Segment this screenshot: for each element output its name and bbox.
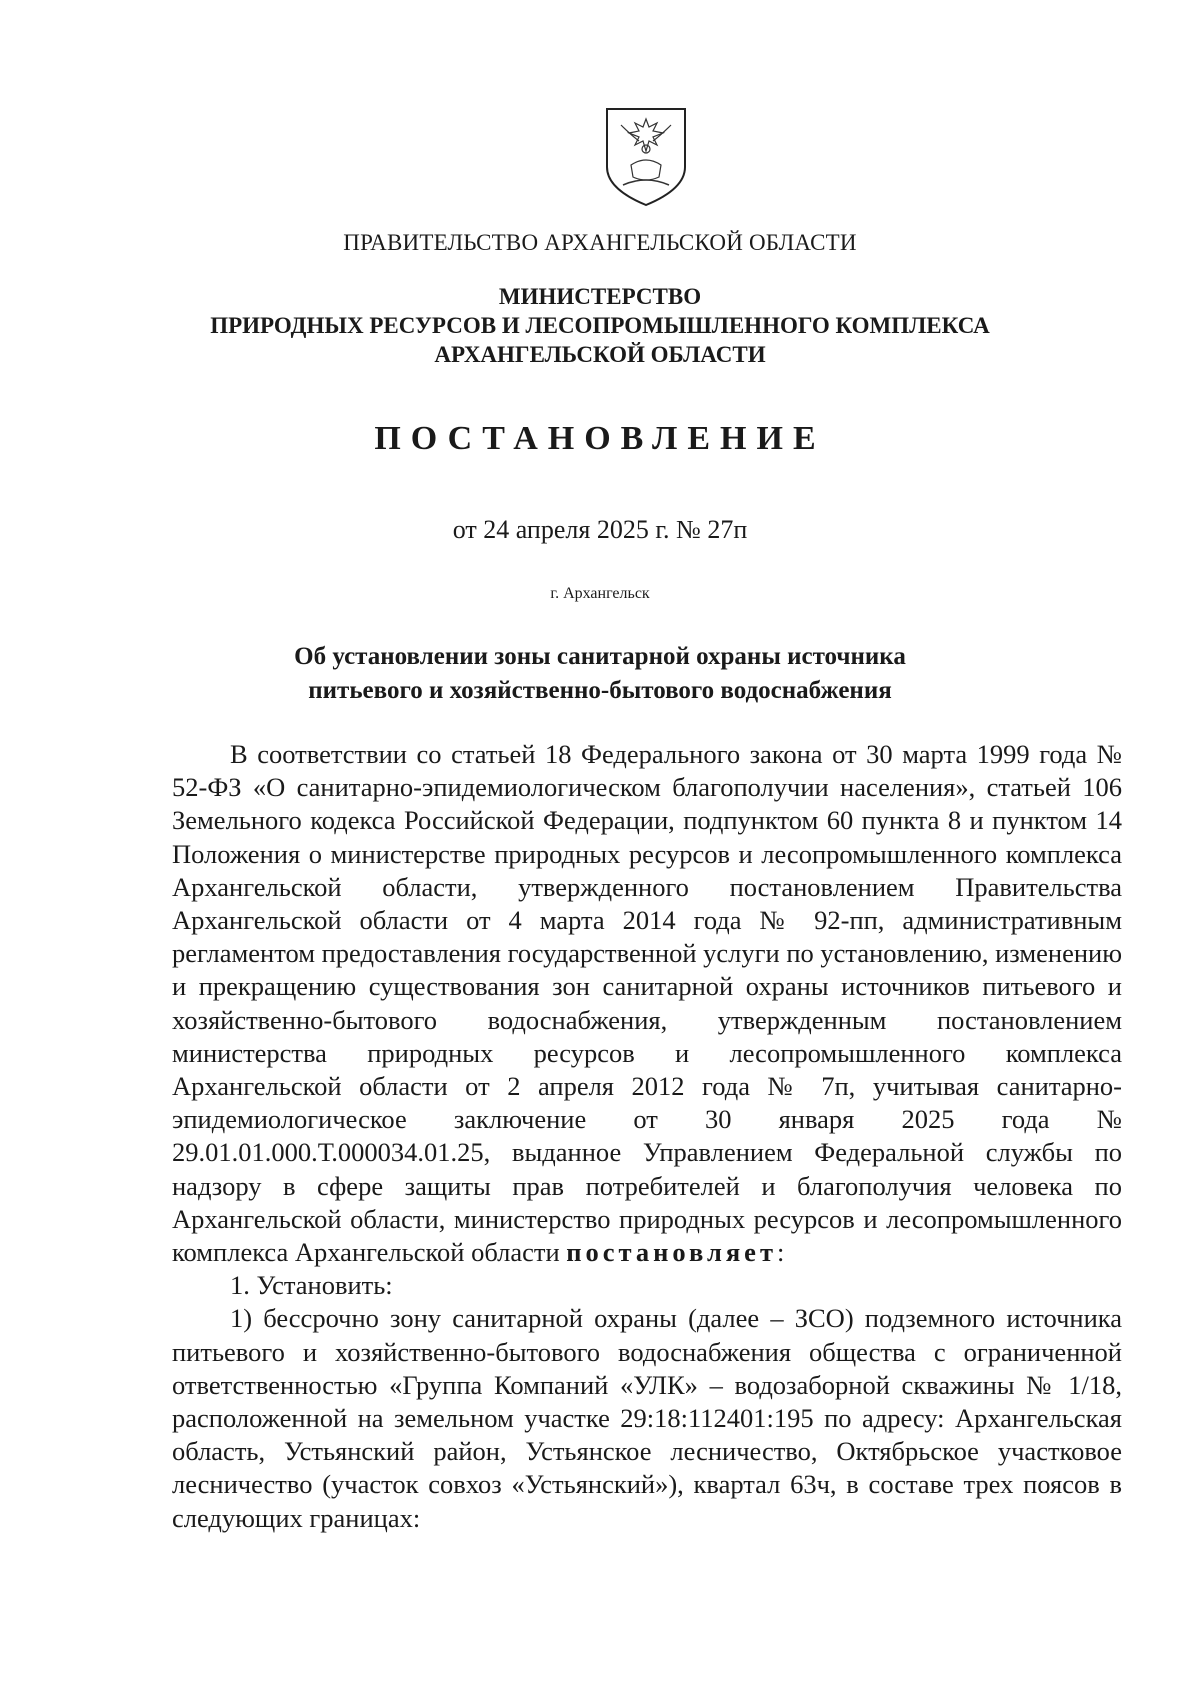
- document-subject: [0, 640, 1200, 708]
- ministry-title: [0, 282, 1200, 369]
- item-1-1: 1) бессрочно зону санитарной охраны (далее – ЗСО) подземного источника питьевого и хозяйственно-бытового водоснабжения общества с ограниченной ответственностью «Группа Компаний «УЛК» – водозаборной скважины № 1/18, расположенной на земельном участке 29:18:112401:195 по адресу: Архангельская область, Устьянский район, Устьянское лесничество, Октябрьское участковое лесничество (участок совхоз «Устьянский»), квартал 63ч, в составе трех поясов в следующих границах:: [172, 1303, 1122, 1533]
- decree-colon: :: [776, 1237, 785, 1268]
- subject-line: питьевого и хозяйственно-бытового водоснабжения: [308, 677, 892, 704]
- preamble-text: В соответствии со статьей 18 Федерального закона от 30 марта 1999 года № 52-ФЗ «О санитарно-эпидемиологическом благополучии населения», статьей 106 Земельного кодекса Российской Федерации, подпунктом 60 пункта 8 и пунктом 14 Положения о министерстве природных ресурсов и лесопромышленного комплекса Архангельской области, утвержденного постановлением Правительства Архангельской области от 4 марта 2014 года № 92-пп, административным регламентом предоставления государственной услуги по установлению, изменению и прекращению существования зон санитарной охраны источников питьевого и хозяйственно-бытового водоснабжения, утвержденным постановлением министерства природных ресурсов и лесопромышленного комплекса Архангельской области от 2 апреля 2012 года № 7п, учитывая санитарно-эпидемиологическое заключение от 30 января 2025 года № 29.01.01.000.Т.000034.01.25, выданное Управлением Федеральной службы по надзору в сфере защиты прав потребителей и благополучия человека по Архангельской области, министерство природных ресурсов и лесопромышленного комплекса Архангельской области: [172, 739, 1122, 1268]
- subject-line: Об установлении зоны санитарной охраны источника: [294, 643, 906, 670]
- document-body: [172, 738, 1122, 1535]
- arkhangelsk-coat-of-arms-icon: [601, 105, 691, 211]
- decree-word: постановляет: [566, 1237, 777, 1268]
- ministry-line: МИНИСТЕРСТВО: [498, 284, 702, 309]
- ministry-line: ПРИРОДНЫХ РЕСУРСОВ И ЛЕСОПРОМЫШЛЕННОГО КОМПЛЕКСА: [210, 313, 990, 338]
- government-title: ПРАВИТЕЛЬСТВО АРХАНГЕЛЬСКОЙ ОБЛАСТИ: [343, 230, 857, 255]
- item-1: 1. Установить:: [230, 1270, 393, 1301]
- preamble-paragraph: [172, 738, 1122, 1269]
- date-number: от 24 апреля 2025 г. № 27п: [452, 515, 748, 544]
- city: г. Архангельск: [550, 585, 650, 602]
- ministry-line: АРХАНГЕЛЬСКОЙ ОБЛАСТИ: [434, 342, 766, 367]
- document-type: ПОСТАНОВЛЕНИЕ: [374, 420, 826, 457]
